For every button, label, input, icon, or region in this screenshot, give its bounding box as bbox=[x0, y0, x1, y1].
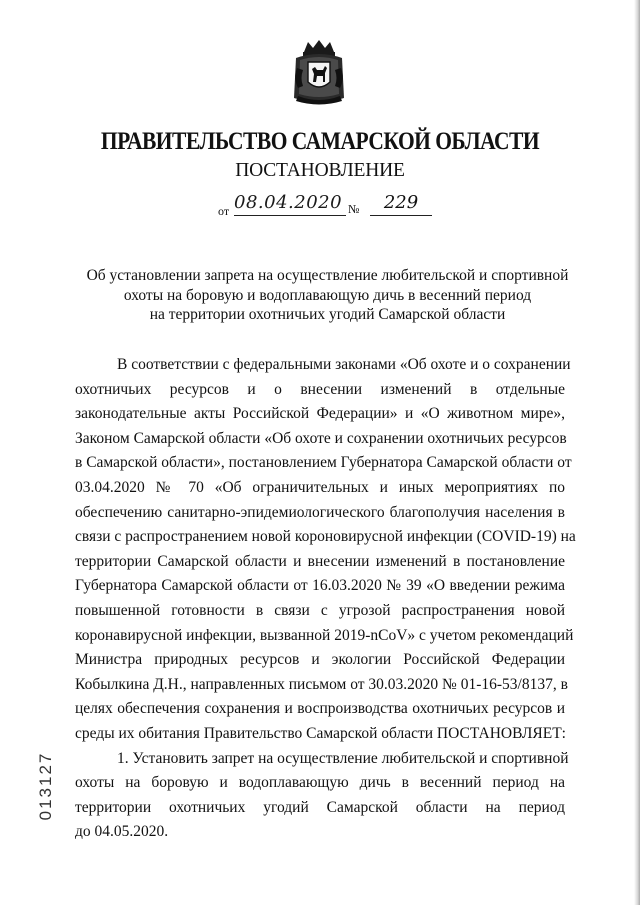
body-line: Кобылкина Д.Н., направленных письмом от 30.03.2020 № 01-16-53/8137, в bbox=[75, 675, 568, 693]
body-line: до 04.05.2020. bbox=[75, 823, 169, 841]
body-line: охоты на боровую и водоплавающую дичь в весенний период на bbox=[75, 774, 565, 792]
body-line: Законом Самарской области «Об охоте и сохранении охотничьих ресурсов bbox=[75, 429, 567, 447]
body-line: связи с распространением новой короновирусной инфекции (COVID-19) на bbox=[75, 528, 576, 546]
body-line: Министра природных ресурсов и экологии Российской Федерации bbox=[75, 651, 565, 669]
body-line: охотничьих ресурсов и о внесении изменений в отдельные bbox=[75, 380, 565, 398]
body-line: целях обеспечения сохранения и воспроизводства охотничьих ресурсов и bbox=[75, 700, 565, 718]
body-line: коронавирусной инфекции, вызванной 2019-nCoV» с учетом рекомендаций bbox=[75, 626, 574, 644]
document-title bbox=[60, 266, 595, 325]
number-prefix: № bbox=[348, 202, 360, 216]
title-line: на территории охотничьих угодий Самарской области bbox=[149, 306, 506, 323]
title-line: Об установлении запрета на осуществление любительской и спортивной bbox=[86, 267, 569, 284]
body-line: В соответствии с федеральными законами «Об охоте и о сохранении bbox=[117, 356, 571, 373]
body-line: 03.04.2020 № 70 «Об ограничительных и иных мероприятиях по bbox=[75, 478, 565, 496]
scan-edge-shadow bbox=[634, 0, 640, 905]
samara-coat-of-arms-icon bbox=[290, 38, 348, 106]
body-line: повышенной готовности в связи с угрозой распространения новой bbox=[75, 601, 565, 619]
side-code-text: 013127 bbox=[36, 751, 55, 821]
body-line: обеспечению санитарно-эпидемиологического благополучия населения в bbox=[75, 503, 565, 521]
body-line: 1. Установить запрет на осуществление любительской и спортивной bbox=[117, 749, 569, 767]
body-line: Губернатора Самарской области от 16.03.2020 № 39 «О введении режима bbox=[75, 577, 565, 595]
document-date: 08.04.2020 bbox=[234, 193, 346, 216]
organization-name: ПРАВИТЕЛЬСТВО САМАРСКОЙ ОБЛАСТИ bbox=[100, 128, 540, 155]
body-line: территории Самарской области и внесении изменений в постановление bbox=[75, 552, 565, 570]
date-prefix: от bbox=[218, 204, 230, 218]
body-line: в Самарской области», постановлением Губернатора Самарской области от bbox=[75, 454, 572, 472]
title-line: охоты на боровую и водоплавающую дичь в весенний период bbox=[123, 286, 532, 304]
date-number-line bbox=[210, 193, 440, 221]
body-line: территории охотничьих угодий Самарской области на период bbox=[75, 798, 565, 816]
document-body bbox=[75, 353, 576, 845]
body-line: среды их обитания Правительство Самарской области ПОСТАНОВЛЯЕТ: bbox=[75, 724, 566, 742]
side-registration-code bbox=[24, 748, 58, 828]
document-type: ПОСТАНОВЛЕНИЕ bbox=[235, 160, 405, 181]
body-line: законодательные акты Российской Федерации» и «О животном мире», bbox=[75, 405, 565, 423]
document-number: 229 bbox=[370, 193, 432, 216]
